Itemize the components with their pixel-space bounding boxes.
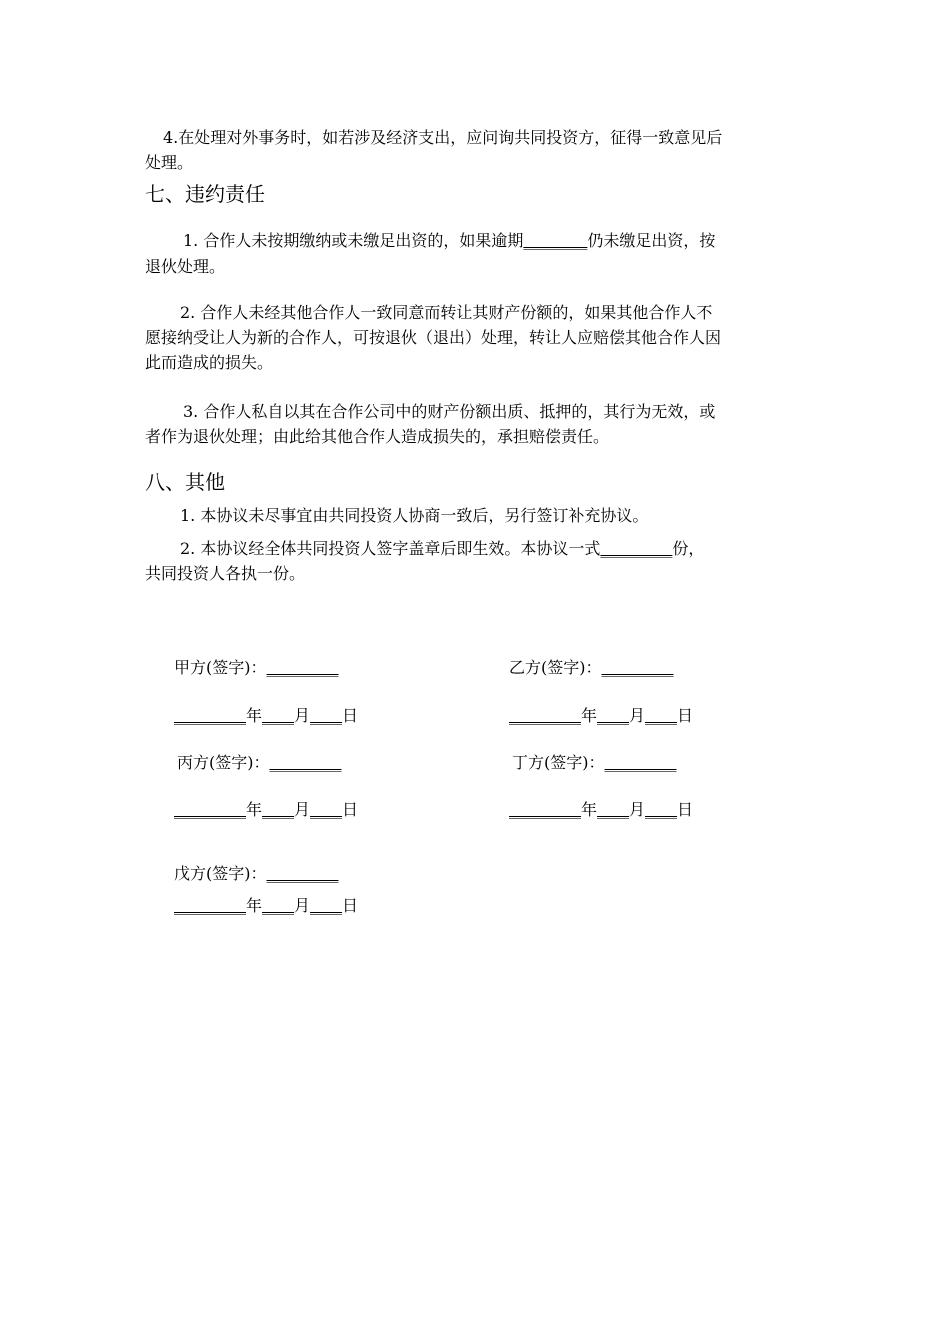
party-a-label: 甲方(签字)： [174,658,267,677]
year-blank: _________ [509,706,581,725]
month-blank: ____ [262,800,295,819]
party-a-signature [174,656,339,680]
section7-heading: 七、违约责任 [145,182,265,206]
party-e-signature [174,862,339,886]
year-blank: _________ [509,800,581,819]
party-c-date [174,798,358,822]
section8-item2-line1 [180,537,704,561]
party-c-signature [177,751,342,775]
party-c-label: 丙方(签字)： [177,753,270,772]
party-b-signature-blank: _________ [601,658,674,677]
clause4-line1: 4.在处理对外事务时，如若涉及经济支出，应问询共同投资方，征得一致意见后 [163,128,723,147]
month-blank: ____ [597,800,630,819]
month-blank: ____ [597,706,630,725]
year-label: 年 [246,800,263,819]
year-label: 年 [581,800,598,819]
section7-item1-text-b: 仍未缴足出资，按 [587,231,716,250]
section7-item1-text-a: 1. 合作人未按期缴纳或未缴足出资的，如果逾期 [183,231,524,250]
section8-item2-text-a: 2. 本协议经全体共同投资人签字盖章后即生效。本协议一式 [180,539,601,558]
party-d-signature-blank: _________ [604,753,677,772]
party-d-date [509,798,693,822]
party-b-signature [509,656,674,680]
party-b-label: 乙方(签字)： [509,658,602,677]
section7-item2-line3: 此而造成的损失。 [145,353,274,372]
day-blank: ____ [310,896,343,915]
month-label: 月 [294,706,311,725]
day-label: 日 [342,800,359,819]
month-label: 月 [294,896,311,915]
month-blank: ____ [262,706,295,725]
day-label: 日 [677,800,694,819]
month-label: 月 [629,706,646,725]
month-label: 月 [294,800,311,819]
section7-item3-line2: 者作为退伙处理；由此给其他合作人造成损失的，承担赔偿责任。 [145,427,610,446]
year-blank: _________ [174,896,246,915]
day-blank: ____ [645,800,678,819]
year-blank: _________ [174,800,246,819]
day-blank: ____ [645,706,678,725]
party-e-signature-blank: _________ [266,864,339,883]
party-c-signature-blank: _________ [269,753,342,772]
section7-item2-line1: 2. 合作人未经其他合作人一致同意而转让其财产份额的，如果其他合作人不 [180,303,713,322]
section8-item2-text-b: 份， [672,539,705,558]
party-d-signature [512,751,677,775]
day-label: 日 [677,706,694,725]
overdue-period-blank: ________ [523,231,588,250]
section8-item1: 1. 本协议未尽事宜由共同投资人协商一致后，另行签订补充协议。 [180,506,649,525]
party-a-date [174,704,358,728]
day-label: 日 [342,896,359,915]
section7-item1-line2: 退伙处理。 [145,257,226,276]
party-d-label: 丁方(签字)： [512,753,605,772]
party-a-signature-blank: _________ [266,658,339,677]
day-label: 日 [342,706,359,725]
year-label: 年 [581,706,598,725]
month-label: 月 [629,800,646,819]
month-blank: ____ [262,896,295,915]
year-blank: _________ [174,706,246,725]
copies-count-blank: _________ [600,539,673,558]
section8-item2-line2: 共同投资人各执一份。 [145,564,306,583]
day-blank: ____ [310,800,343,819]
party-b-date [509,704,693,728]
section8-heading: 八、其他 [145,470,225,494]
clause4-line2: 处理。 [145,153,194,172]
section7-item3-line1: 3. 合作人私自以其在合作公司中的财产份额出质、抵押的，其行为无效，或 [183,402,716,421]
section7-item1-line1 [183,229,715,253]
year-label: 年 [246,706,263,725]
year-label: 年 [246,896,263,915]
party-e-date [174,894,358,918]
section7-item2-line2: 愿接纳受让人为新的合作人，可按退伙（退出）处理，转让人应赔偿其他合作人因 [145,328,722,347]
day-blank: ____ [310,706,343,725]
party-e-label: 戊方(签字)： [174,864,267,883]
